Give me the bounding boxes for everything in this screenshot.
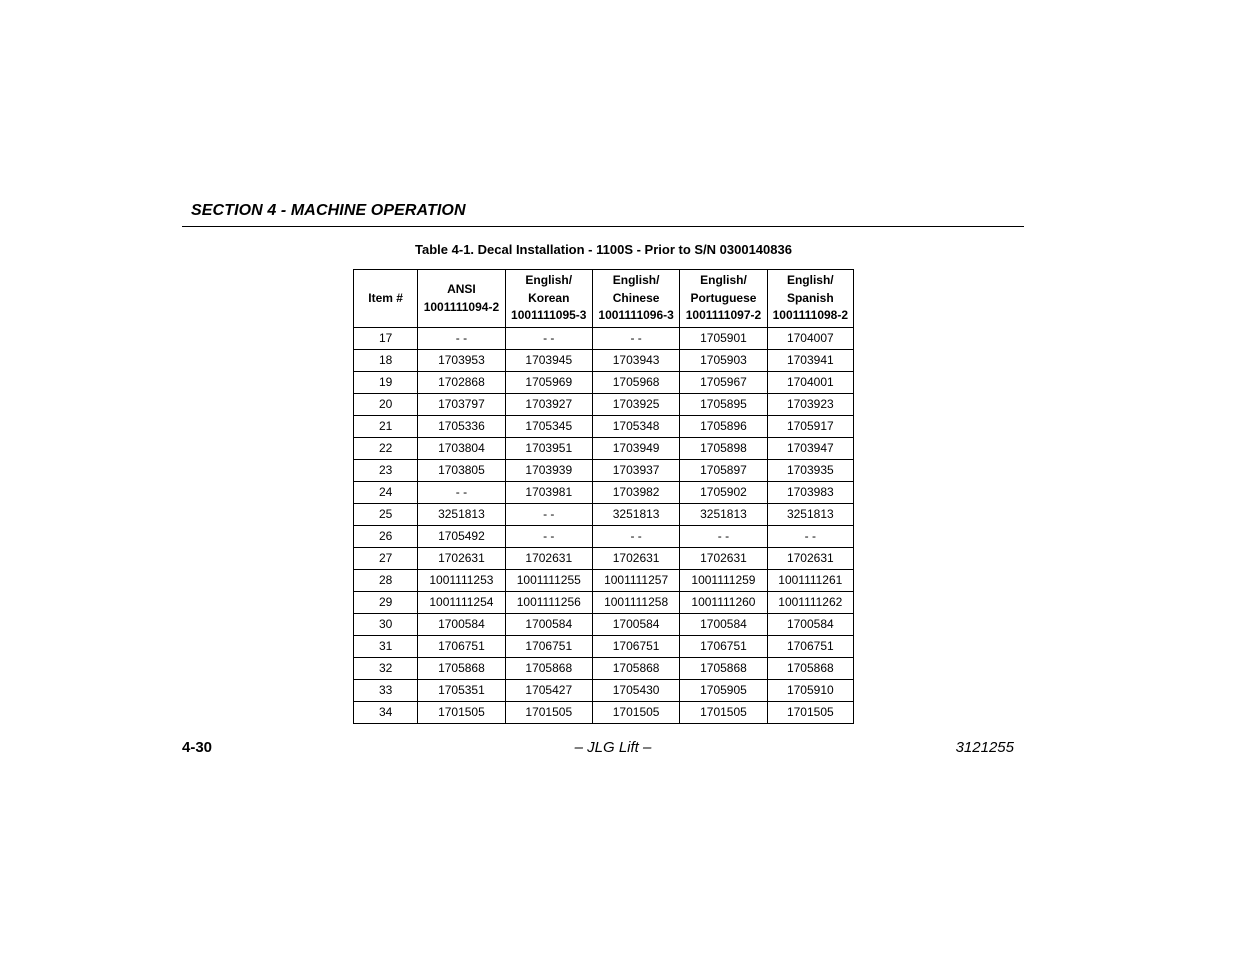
- column-header-chinese: [592, 270, 679, 328]
- header-line: 1001111097-2: [685, 308, 762, 323]
- part-number-cell: 1001111253: [418, 570, 505, 592]
- part-number-cell: 1001111254: [418, 592, 505, 614]
- part-number-cell: 1703925: [592, 394, 679, 416]
- part-number-cell: 1706751: [418, 636, 505, 658]
- part-number-cell: - -: [680, 526, 767, 548]
- table-caption: Table 4-1. Decal Installation - 1100S - Prior to S/N 0300140836: [415, 242, 792, 257]
- part-number-cell: 1704001: [767, 372, 853, 394]
- item-number-cell: 26: [354, 526, 418, 548]
- part-number-cell: 1704007: [767, 328, 853, 350]
- header-line: 1001111098-2: [772, 308, 849, 323]
- part-number-cell: - -: [418, 482, 505, 504]
- header-row: [354, 270, 854, 328]
- table-row: [354, 394, 854, 416]
- part-number-cell: 1706751: [592, 636, 679, 658]
- header-line: 1001111096-3: [598, 308, 674, 323]
- table-row: [354, 482, 854, 504]
- part-number-cell: 1705917: [767, 416, 853, 438]
- part-number-cell: 1700584: [592, 614, 679, 636]
- part-number-cell: 3251813: [767, 504, 853, 526]
- part-number-cell: 1705868: [767, 658, 853, 680]
- part-number-cell: 1703941: [767, 350, 853, 372]
- part-number-cell: 1703935: [767, 460, 853, 482]
- part-number-cell: 1705901: [680, 328, 767, 350]
- part-number-cell: 1706751: [680, 636, 767, 658]
- table-row: [354, 614, 854, 636]
- part-number-cell: 1700584: [767, 614, 853, 636]
- part-number-cell: 1705868: [418, 658, 505, 680]
- table-body: [354, 328, 854, 724]
- part-number-cell: 1703804: [418, 438, 505, 460]
- part-number-cell: - -: [767, 526, 853, 548]
- part-number-cell: 1705345: [505, 416, 592, 438]
- part-number-cell: 1001111262: [767, 592, 853, 614]
- column-header-spanish: [767, 270, 853, 328]
- item-number-cell: 27: [354, 548, 418, 570]
- part-number-cell: - -: [418, 328, 505, 350]
- part-number-cell: - -: [592, 328, 679, 350]
- part-number-cell: 1703805: [418, 460, 505, 482]
- column-header-ansi: [418, 270, 505, 328]
- part-number-cell: 1702631: [418, 548, 505, 570]
- item-number-cell: 28: [354, 570, 418, 592]
- table-row: [354, 328, 854, 350]
- part-number-cell: 1703797: [418, 394, 505, 416]
- part-number-cell: 1705896: [680, 416, 767, 438]
- part-number-cell: - -: [592, 526, 679, 548]
- part-number-cell: 1703953: [418, 350, 505, 372]
- table-row: [354, 460, 854, 482]
- table-row: [354, 526, 854, 548]
- header-line: English/: [612, 273, 660, 288]
- part-number-cell: 1001111256: [505, 592, 592, 614]
- part-number-cell: 1701505: [592, 702, 679, 724]
- part-number-cell: 1703947: [767, 438, 853, 460]
- part-number-cell: 1001111255: [505, 570, 592, 592]
- part-number-cell: - -: [505, 526, 592, 548]
- part-number-cell: 1705348: [592, 416, 679, 438]
- part-number-cell: 3251813: [680, 504, 767, 526]
- part-number-cell: 1701505: [680, 702, 767, 724]
- part-number-cell: 1702631: [680, 548, 767, 570]
- header-line: Portuguese: [690, 290, 757, 305]
- item-number-cell: 34: [354, 702, 418, 724]
- part-number-cell: 1706751: [505, 636, 592, 658]
- part-number-cell: 1701505: [767, 702, 853, 724]
- table-row: [354, 570, 854, 592]
- header-line: Item #: [368, 290, 403, 305]
- part-number-cell: 1705427: [505, 680, 592, 702]
- item-number-cell: 18: [354, 350, 418, 372]
- header-line: 1001111094-2: [423, 299, 500, 314]
- part-number-cell: 1701505: [418, 702, 505, 724]
- part-number-cell: 1705336: [418, 416, 505, 438]
- part-number-cell: 1705895: [680, 394, 767, 416]
- part-number-cell: 1705868: [592, 658, 679, 680]
- part-number-cell: 1705492: [418, 526, 505, 548]
- part-number-cell: 1702631: [592, 548, 679, 570]
- part-number-cell: 1703983: [767, 482, 853, 504]
- table-row: [354, 680, 854, 702]
- table-row: [354, 504, 854, 526]
- section-header: SECTION 4 - MACHINE OPERATION: [191, 202, 466, 219]
- part-number-cell: 1705898: [680, 438, 767, 460]
- item-number-cell: 29: [354, 592, 418, 614]
- part-number-cell: - -: [505, 328, 592, 350]
- part-number-cell: 1703949: [592, 438, 679, 460]
- part-number-cell: 1703943: [592, 350, 679, 372]
- part-number-cell: 1703939: [505, 460, 592, 482]
- part-number-cell: 1705968: [592, 372, 679, 394]
- header-line: Korean: [528, 290, 570, 305]
- header-line: Chinese: [612, 290, 660, 305]
- item-number-cell: 30: [354, 614, 418, 636]
- column-header-korean: [505, 270, 592, 328]
- part-number-cell: 1701505: [505, 702, 592, 724]
- table-row: [354, 592, 854, 614]
- part-number-cell: 1703945: [505, 350, 592, 372]
- item-number-cell: 33: [354, 680, 418, 702]
- table-row: [354, 548, 854, 570]
- table-row: [354, 438, 854, 460]
- part-number-cell: 1705351: [418, 680, 505, 702]
- document-number: 3121255: [955, 739, 1014, 756]
- table-row: [354, 350, 854, 372]
- part-number-cell: 1702868: [418, 372, 505, 394]
- part-number-cell: 1705902: [680, 482, 767, 504]
- item-number-cell: 25: [354, 504, 418, 526]
- part-number-cell: 1703937: [592, 460, 679, 482]
- part-number-cell: 1001111259: [680, 570, 767, 592]
- part-number-cell: 1700584: [418, 614, 505, 636]
- header-line: English/: [700, 273, 747, 288]
- part-number-cell: 1705868: [505, 658, 592, 680]
- part-number-cell: 1705430: [592, 680, 679, 702]
- table-row: [354, 636, 854, 658]
- footer-title: – JLG Lift –: [574, 739, 652, 756]
- part-number-cell: 1702631: [505, 548, 592, 570]
- header-line: English/: [525, 273, 573, 288]
- part-number-cell: 1703982: [592, 482, 679, 504]
- item-number-cell: 19: [354, 372, 418, 394]
- item-number-cell: 32: [354, 658, 418, 680]
- table-row: [354, 702, 854, 724]
- part-number-cell: 1702631: [767, 548, 853, 570]
- part-number-cell: 1001111257: [592, 570, 679, 592]
- header-line: English/: [786, 273, 834, 288]
- item-number-cell: 23: [354, 460, 418, 482]
- item-number-cell: 31: [354, 636, 418, 658]
- part-number-cell: 1001111261: [767, 570, 853, 592]
- part-number-cell: 1705868: [680, 658, 767, 680]
- page-number: 4-30: [182, 739, 213, 756]
- part-number-cell: - -: [505, 504, 592, 526]
- part-number-cell: 1705967: [680, 372, 767, 394]
- table-row: [354, 372, 854, 394]
- decal-table: [353, 269, 854, 724]
- header-line: 1001111095-3: [511, 308, 587, 323]
- part-number-cell: 1703981: [505, 482, 592, 504]
- part-number-cell: 1001111258: [592, 592, 679, 614]
- item-number-cell: 17: [354, 328, 418, 350]
- table-row: [354, 658, 854, 680]
- header-line: ANSI: [447, 282, 476, 296]
- table-row: [354, 416, 854, 438]
- item-number-cell: 22: [354, 438, 418, 460]
- part-number-cell: 1703951: [505, 438, 592, 460]
- item-number-cell: 21: [354, 416, 418, 438]
- column-header-item: [354, 270, 418, 328]
- header-rule: [182, 226, 1024, 227]
- part-number-cell: 3251813: [592, 504, 679, 526]
- item-number-cell: 20: [354, 394, 418, 416]
- part-number-cell: 1703927: [505, 394, 592, 416]
- part-number-cell: 3251813: [418, 504, 505, 526]
- part-number-cell: 1705903: [680, 350, 767, 372]
- table-header: [354, 270, 854, 328]
- item-number-cell: 24: [354, 482, 418, 504]
- part-number-cell: 1700584: [505, 614, 592, 636]
- part-number-cell: 1705897: [680, 460, 767, 482]
- part-number-cell: 1706751: [767, 636, 853, 658]
- part-number-cell: 1705969: [505, 372, 592, 394]
- part-number-cell: 1001111260: [680, 592, 767, 614]
- part-number-cell: 1700584: [680, 614, 767, 636]
- part-number-cell: 1703923: [767, 394, 853, 416]
- part-number-cell: 1705910: [767, 680, 853, 702]
- part-number-cell: 1705905: [680, 680, 767, 702]
- header-line: Spanish: [786, 290, 834, 305]
- column-header-portuguese: [680, 270, 767, 328]
